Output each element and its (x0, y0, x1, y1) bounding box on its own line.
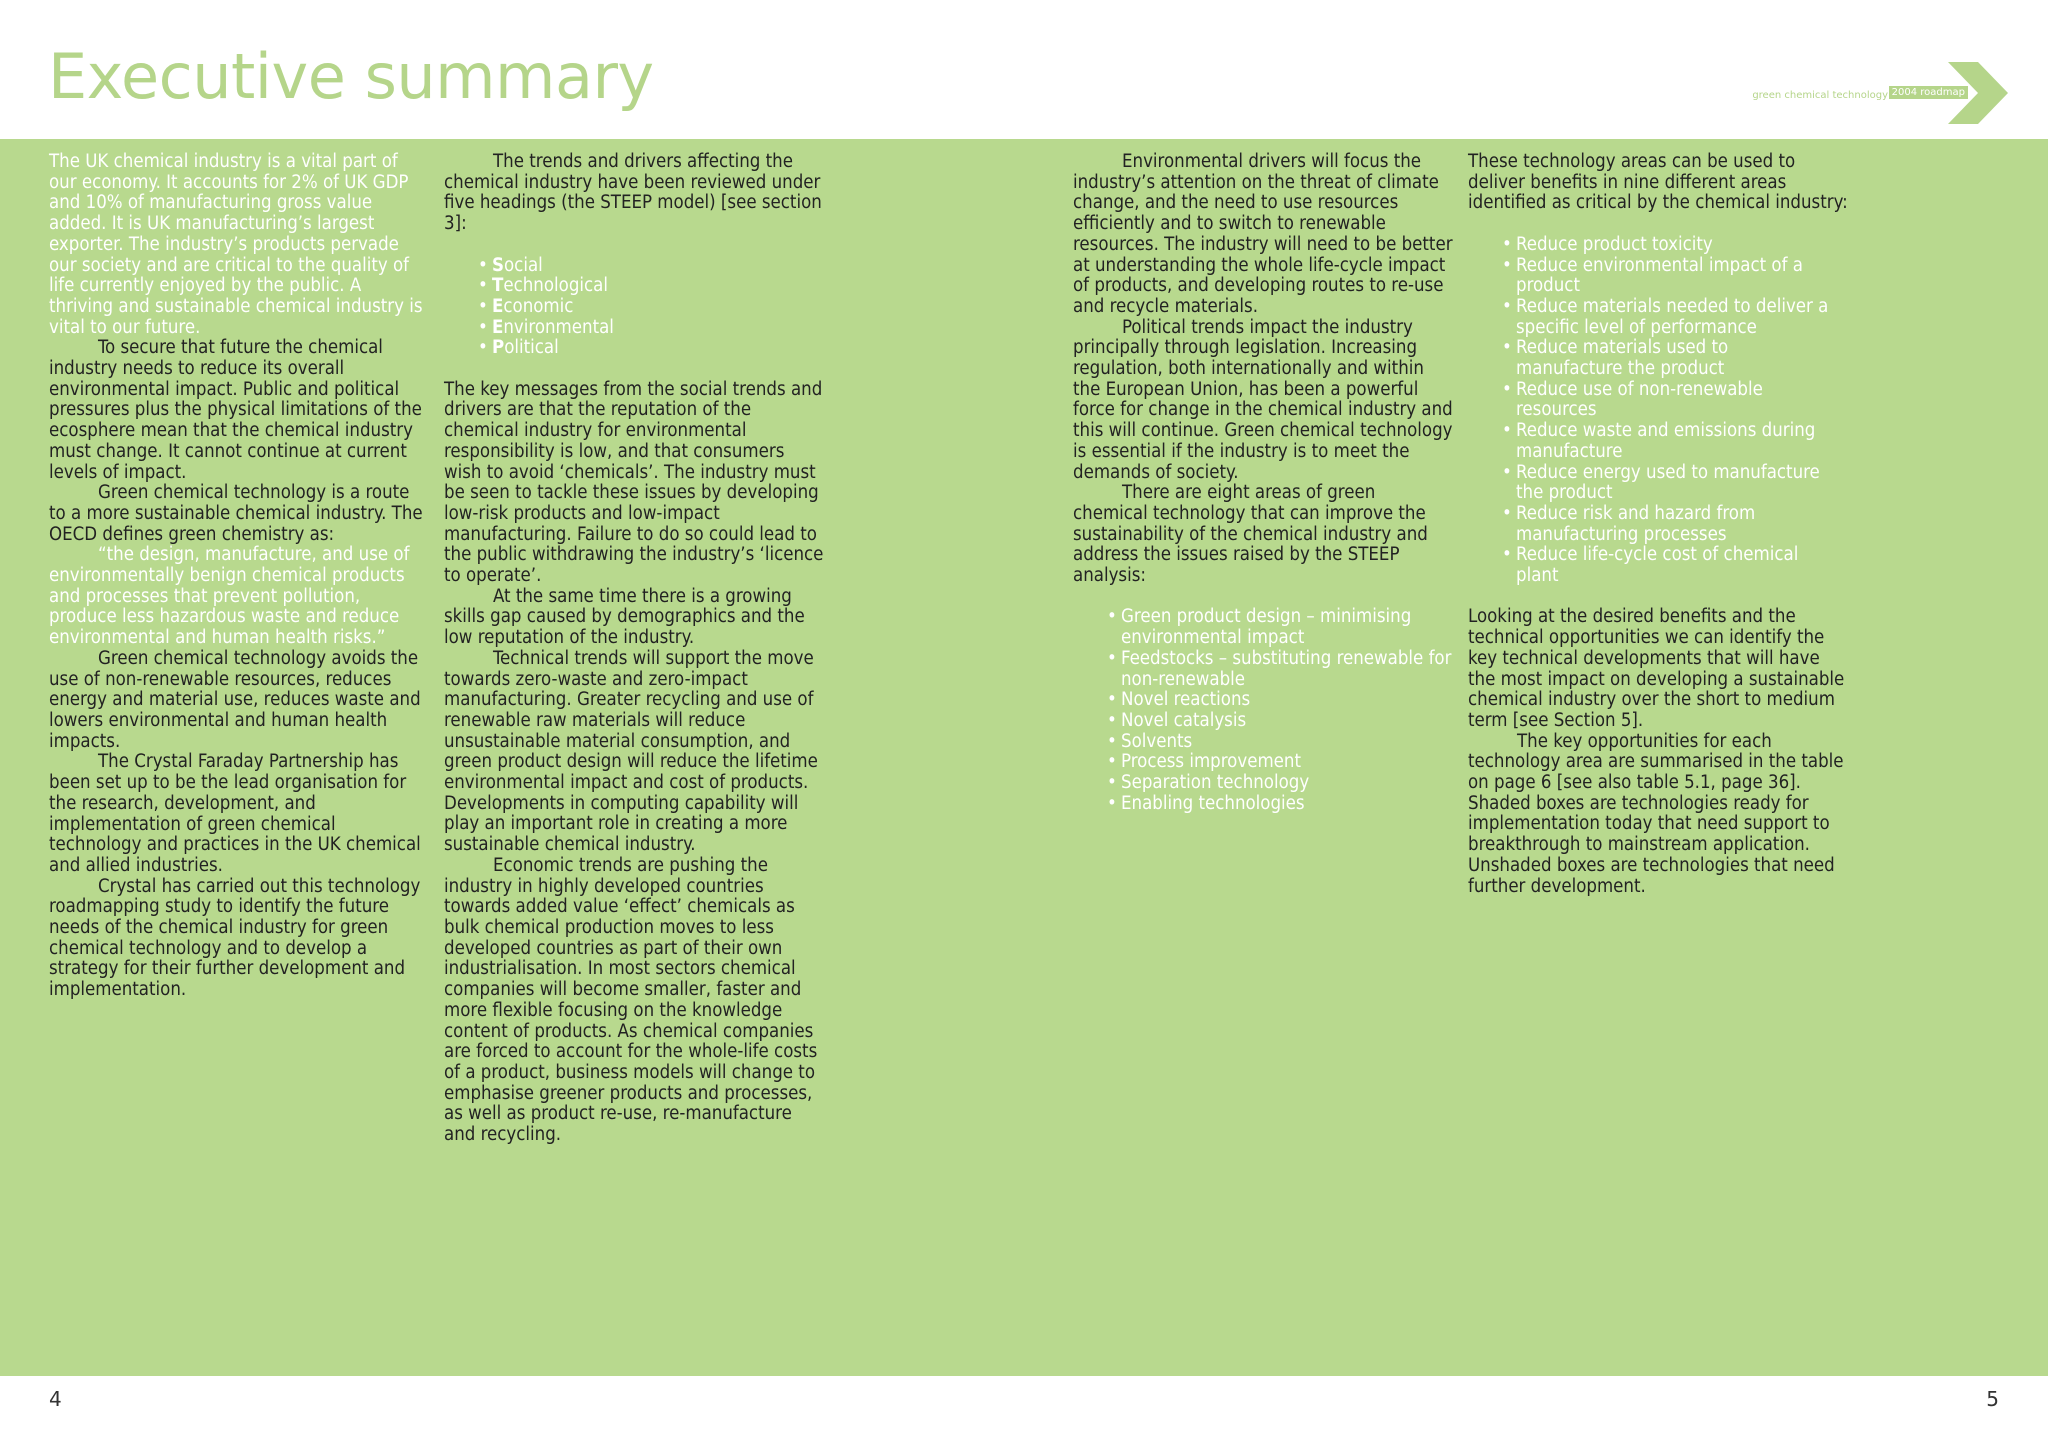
list-item: • Reduce energy used to manufacture the product (1502, 463, 1832, 504)
list-item: • Green product design – minimising environmental impact (1107, 607, 1473, 648)
list-item: • Solvents (1107, 732, 1473, 753)
arrow-icon (1948, 62, 2008, 124)
list-item: • Reduce risk and hazard from manufacturing processes (1502, 504, 1832, 545)
list-item: • Social (478, 256, 824, 277)
paragraph: The key messages from the social trends and drivers are that the reputation of the chemical industry for environmental responsibility is low, and that consumers wish to avoid ‘chemicals’. The industry must be seen to tackle these issues by developing low-risk products and low-impact manufacturing. Failure to do so could lead to the public withdrawing the industry’s ‘licence to operate’. (444, 378, 824, 587)
logo-text: green chemical technology (1752, 90, 1888, 101)
paragraph: Crystal has carried out this technology roadmapping study to identify the future needs of the chemical industry for green chemical technology and to develop a strategy for their further development and implementation. (49, 875, 421, 1001)
page-number-right: 5 (1986, 1387, 1999, 1411)
list-item: • Reduce materials needed to deliver a specific level of performance (1502, 297, 1832, 338)
column-1 (49, 152, 429, 1001)
content-panel (0, 139, 2048, 1376)
list-item: • Novel reactions (1107, 690, 1473, 711)
list-item: • Political (478, 338, 824, 359)
page-title: Executive summary (48, 40, 654, 113)
steep-list (478, 256, 824, 360)
list-item: • Technological (478, 276, 824, 297)
list-item: • Reduce life-cycle cost of chemical plant (1502, 545, 1832, 586)
paragraph: Looking at the desired benefits and the technical opportunities we can identify the key technical developments that will have the most impact on developing a sustainable chemical industry over the short to medium term [see Section 5]. (1468, 606, 1845, 731)
page-header (0, 0, 2048, 139)
roadmap-logo (1752, 62, 2008, 124)
paragraph: The key opportunities for each technology area are summarised in the table on page 6 [see also table 5.1, page 36]. Shaded boxes are technologies ready for implementation today that need support to breakthrough to mainstream application. Unshaded boxes are technologies that need further development. (1468, 730, 1844, 897)
paragraph: Green chemical technology is a route to a more sustainable chemical industry. The OECD defines green chemistry as: (49, 482, 423, 545)
paragraph: The Crystal Faraday Partnership has been set up to be the lead organisation for the research, development, and implementation of green chemical technology and practices in the UK chemical and allied industries. (49, 751, 421, 876)
list-item: • Novel catalysis (1107, 711, 1473, 732)
paragraph: Political trends impact the industry principally through legislation. Increasing regulation, both internationally and within the European Union, has been a powerful force for change in the chemical industry and this will continue. Green chemical technology is essential if the industry is to meet the demands of society. (1073, 316, 1453, 483)
column-4 (1468, 152, 1848, 897)
logo-badge: 2004 roadmap (1889, 86, 1968, 99)
paragraph: Economic trends are pushing the industry in highly developed countries towards added value ‘effect’ chemicals as bulk chemical production moves to less developed countries as part of their own industrialisation. In most sectors chemical companies will become smaller, faster and more flexible focusing on the knowledge content of products. As chemical companies are forced to account for the whole-life costs of a product, business models will change to emphasise greener products and processes, as well as product re-use, re-manufacture and recycling. (444, 854, 818, 1146)
paragraph: These technology areas can be used to deliver benefits in nine different areas identified as critical by the chemical industry: (1468, 151, 1848, 214)
paragraph: To secure that future the chemical industry needs to reduce its overall environmental impact. Public and political pressures plus the physical limitations of the ecosphere mean that the chemical industry must change. It cannot continue at current levels of impact. (49, 337, 422, 483)
paragraph: Green chemical technology avoids the use of non-renewable resources, reduces energy and material use, reduces waste and lowers environmental and human health impacts. (49, 647, 421, 752)
paragraph: Environmental drivers will focus the industry’s attention on the threat of climate change, and the need to use resources efficiently and to switch to renewable resources. The industry will need to be better at understanding the whole life-cycle impact of products, and developing routes to re-use and recycle materials. (1073, 151, 1453, 317)
list-item: • Environmental (478, 318, 824, 339)
list-item: • Reduce product toxicity (1502, 235, 1832, 256)
paragraph: The trends and drivers affecting the chemical industry have been reviewed under five headings (the STEEP model) [see section 3]: (444, 151, 822, 235)
benefits-list (1502, 235, 1832, 587)
list-item: • Separation technology (1107, 773, 1473, 794)
column-3 (1073, 152, 1453, 835)
technology-areas-list (1107, 607, 1473, 814)
column-2 (444, 152, 824, 1146)
list-item: • Reduce use of non-renewable resources (1502, 380, 1832, 421)
page-number-left: 4 (49, 1387, 62, 1411)
paragraph: At the same time there is a growing skills gap caused by demographics and the low reputation of the industry. (444, 585, 805, 649)
list-item: • Economic (478, 297, 824, 318)
paragraph: Technical trends will support the move towards zero-waste and zero-impact manufacturing. Greater recycling and use of renewable raw materials will reduce unsustainable material consumption, and green product design will reduce the lifetime environmental impact and cost of products. Developments in computing capability will play an important role in creating a more sustainable chemical industry. (444, 647, 818, 856)
list-item: • Reduce waste and emissions during manufacture (1502, 421, 1832, 462)
list-item: • Reduce environmental impact of a product (1502, 256, 1832, 297)
oecd-quote: “the design, manufacture, and use of environmentally benign chemical products and processes that prevent pollution, produce less hazardous waste and reduce environmental and human health risks.” (49, 544, 410, 649)
paragraph: There are eight areas of green chemical technology that can improve the sustainability of the chemical industry and address the issues raised by the STEEP analysis: (1073, 482, 1428, 587)
list-item: • Process improvement (1107, 752, 1473, 773)
list-item: • Reduce materials used to manufacture the product (1502, 338, 1832, 379)
list-item: • Enabling technologies (1107, 794, 1473, 815)
list-item: • Feedstocks – substituting renewable for non-renewable (1107, 649, 1473, 690)
intro-paragraph: The UK chemical industry is a vital part of our economy. It accounts for 2% of UK GDP and 10% of manufacturing gross value added. It is UK manufacturing’s largest exporter. The industry’s products pervade our society and are critical to the quality of life currently enjoyed by the public. A thriving and sustainable chemical industry is vital to our future. (49, 151, 423, 338)
